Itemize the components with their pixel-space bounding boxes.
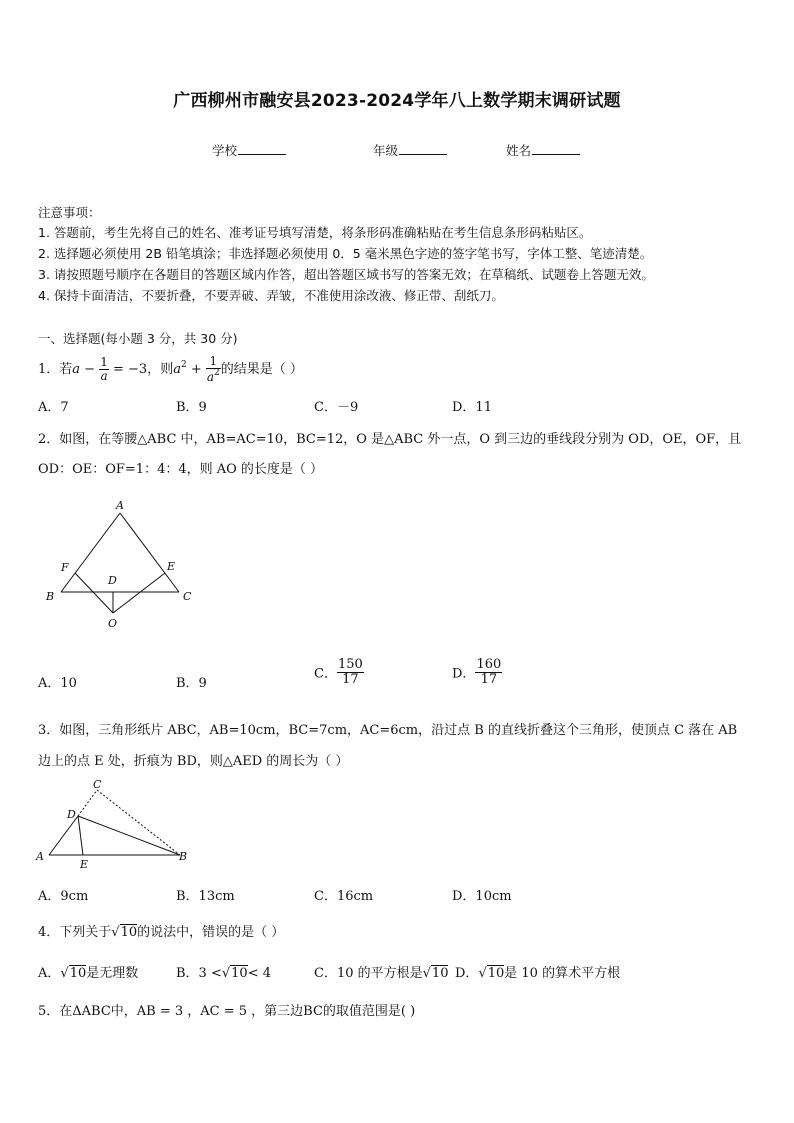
name-field: [506, 141, 580, 159]
q3-label-a: A: [36, 850, 44, 863]
note-2: 2. 选择题必须使用 2B 铅笔填涂；非选择题必须使用 0．5 毫米黑色字迹的签字笔书写，字体工整、笔迹清楚。: [38, 246, 653, 261]
q1-fraction-2: $\frac{1}{a^2}$: [206, 354, 220, 384]
q2-label-e: E: [167, 560, 176, 573]
question-3-line-2: 边上的点 E 处，折痕为 BD，则△AED 的周长为（ ）: [38, 754, 349, 769]
q2-figure: [36, 498, 206, 638]
q2-side-ac: [120, 513, 179, 592]
name-blank: [532, 143, 580, 155]
question-1: 1．若a − $\frac{1}{a}$ = −3，则$a^2$ + $\frac{1}{a^2}$ 的结果是（ ）: [38, 354, 303, 384]
school-blank: [238, 143, 286, 155]
q3-option-b: B．13cm: [176, 889, 235, 904]
q1-option-b: B．9: [176, 400, 207, 415]
note-4: 4. 保持卡面清洁，不要折叠，不要弄破、弄皱，不准使用涂改液、修正带、刮纸刀。: [38, 288, 504, 303]
q1-option-d: D．11: [452, 400, 492, 415]
q3-segment-de: [78, 816, 83, 855]
q4-option-d: D．√10是 10 的算术平方根: [455, 966, 621, 981]
q2-option-c: C． $\frac{150}{17}$: [314, 657, 363, 687]
q3-label-d: D: [67, 808, 76, 821]
q3-segment-dc: [78, 790, 97, 816]
section-heading: 一、选择题(每小题 3 分，共 30 分): [38, 331, 238, 346]
q2-label-f: F: [61, 561, 69, 574]
question-2-line-1: 2．如图，在等腰△ABC 中，AB=AC=10，BC=12，O 是△ABC 外一点，O 到三边的垂线段分别为 OD，OE，OF，且: [38, 432, 742, 447]
notes-heading: 注意事项：: [38, 205, 101, 220]
school-field: [212, 141, 286, 159]
q3-label-c: C: [93, 778, 102, 791]
name-label: 姓名: [506, 143, 532, 158]
q2-label-d: D: [108, 574, 117, 587]
note-3: 3. 请按照题号顺序在各题目的答题区域内作答，超出答题区域书写的答案无效；在草稿纸、试题卷上答题无效。: [38, 267, 654, 282]
q1-option-c: C．－9: [314, 400, 359, 415]
page-title: 广西柳州市融安县2023-2024学年八上数学期末调研试题: [173, 91, 621, 111]
q3-label-e: E: [80, 858, 89, 871]
grade-label: 年级: [373, 143, 399, 158]
q1-fraction: $\frac{1}{a}$: [100, 355, 108, 383]
q2-option-a: A．10: [38, 676, 77, 691]
grade-field: [373, 141, 447, 159]
note-1: 1. 答题前，考生先将自己的姓名、准考证号填写清楚，将条形码准确粘贴在考生信息条形码粘贴区。: [38, 225, 592, 240]
q3-option-a: A．9cm: [38, 889, 89, 904]
question-2-line-2: OD：OE：OF=1：4：4，则 AO 的长度是（ ）: [38, 462, 324, 477]
q4-option-b: B．3 <√10< 4: [176, 966, 271, 981]
q3-segment-cb: [97, 790, 180, 855]
q3-segment-ad: [49, 816, 78, 855]
q2-label-c: C: [183, 590, 192, 603]
q3-figure: [34, 776, 194, 872]
q3-fold-bd: [78, 816, 180, 855]
question-5: 5．在ΔABC中，AB = 3 ，AC = 5 ，第三边BC的取值范围是( ): [38, 1004, 416, 1019]
q2-label-b: B: [46, 590, 55, 603]
q3-label-b: B: [179, 850, 188, 863]
q2-label-a: A: [116, 499, 124, 512]
question-4: 4．下列关于√10的说法中，错误的是（ ）: [38, 925, 285, 940]
q2-option-b: B．9: [176, 676, 207, 691]
q3-option-d: D．10cm: [452, 889, 512, 904]
grade-blank: [399, 143, 447, 155]
question-3-line-1: 3．如图，三角形纸片 ABC，AB=10cm，BC=7cm，AC=6cm，沿过点 B 的直线折叠这个三角形，使顶点 C 落在 AB: [38, 723, 738, 738]
q1-option-a: A．7: [38, 400, 69, 415]
q4-option-a: A．√10是无理数: [38, 966, 139, 981]
q2-label-o: O: [108, 617, 118, 630]
q2-segment-oe: [113, 573, 165, 613]
school-label: 学校: [212, 143, 238, 158]
q2-option-d: D． $\frac{160}{17}$: [452, 657, 502, 687]
q4-option-c: C．10 的平方根是√10: [314, 966, 449, 981]
q3-option-c: C．16cm: [314, 889, 374, 904]
